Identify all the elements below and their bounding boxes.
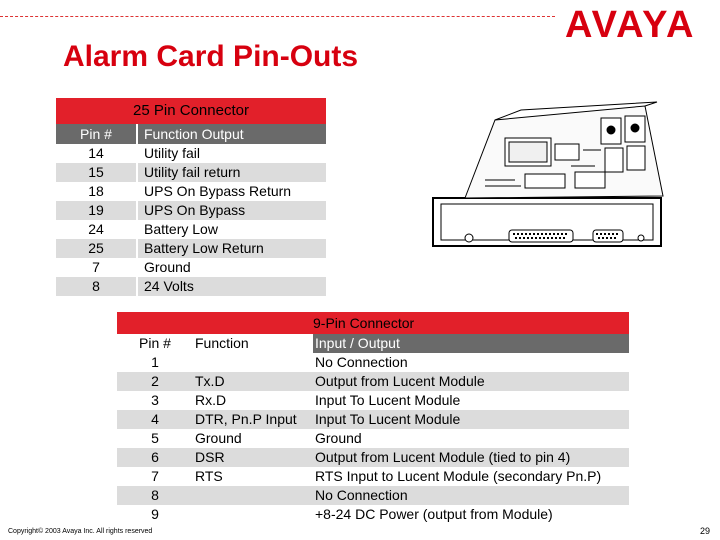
pin9-caption: 9-Pin Connector: [313, 312, 629, 334]
table-row: [117, 486, 629, 505]
pin-number: 8: [56, 277, 137, 296]
pin-io: Ground: [313, 429, 629, 448]
pin-function: 24 Volts: [137, 277, 326, 296]
page-title: Alarm Card Pin-Outs: [63, 40, 359, 73]
table-row: [56, 220, 326, 239]
table-row: [117, 448, 629, 467]
pin-io: Input To Lucent Module: [313, 410, 629, 429]
pin-io: Input To Lucent Module: [313, 391, 629, 410]
pin25-caption-row: [56, 98, 326, 124]
pin-number: 24: [56, 220, 137, 239]
pin-number: 5: [117, 429, 193, 448]
table-row: [117, 505, 629, 524]
pin-number: 15: [56, 163, 137, 182]
table-row: [56, 182, 326, 201]
pin-number: 14: [56, 144, 137, 163]
alarm-card-illustration: [425, 100, 675, 260]
pin-number: 19: [56, 201, 137, 220]
pin-function: UPS On Bypass: [137, 201, 326, 220]
pin-number: 3: [117, 391, 193, 410]
pin-function: UPS On Bypass Return: [137, 182, 326, 201]
pin-number: 6: [117, 448, 193, 467]
pin-number: 7: [56, 258, 137, 277]
table-row: [117, 372, 629, 391]
pin-function: DTR, Pn.P Input: [193, 410, 313, 429]
pin9-caption-spacer: [193, 312, 313, 334]
pin-function: Ground: [193, 429, 313, 448]
pin-function: Utility fail return: [137, 163, 326, 182]
copyright-notice: Copyright© 2003 Avaya Inc. All rights reserved: [8, 528, 153, 535]
pin-number: 8: [117, 486, 193, 505]
pin-number: 9: [117, 505, 193, 524]
pin-function: [193, 353, 313, 372]
pin9-header-pin: Pin #: [117, 334, 193, 353]
pin9-caption-spacer: [117, 312, 193, 334]
pin-function: [193, 505, 313, 524]
pin-io: +8-24 DC Power (output from Module): [313, 505, 629, 524]
pin-function: DSR: [193, 448, 313, 467]
pin-number: 25: [56, 239, 137, 258]
pin-number: 2: [117, 372, 193, 391]
table-row: [117, 429, 629, 448]
pin25-caption: 25 Pin Connector: [56, 98, 326, 124]
avaya-logo: AVAYA: [565, 4, 696, 46]
pin25-header-pin: Pin #: [56, 124, 137, 144]
table-row: [117, 353, 629, 372]
pin-function: Battery Low Return: [137, 239, 326, 258]
page-number: 29: [700, 526, 711, 536]
pin-number: 4: [117, 410, 193, 429]
pin25-header-function: Function Output: [137, 124, 326, 144]
pin-io: No Connection: [313, 353, 629, 372]
pin9-header-row: [117, 334, 629, 353]
pin-io: RTS Input to Lucent Module (secondary Pn.P): [313, 467, 629, 486]
table-row: [56, 144, 326, 163]
pin25-table: [56, 98, 326, 296]
pin-number: 18: [56, 182, 137, 201]
pin9-header-function: Function: [193, 334, 313, 353]
pin-io: No Connection: [313, 486, 629, 505]
table-row: [56, 163, 326, 182]
pin-number: 1: [117, 353, 193, 372]
table-row: [56, 277, 326, 296]
pin-function: Rx.D: [193, 391, 313, 410]
pin-function: Ground: [137, 258, 326, 277]
pin9-table: [117, 312, 629, 524]
pin-function: Utility fail: [137, 144, 326, 163]
pin9-caption-row: [117, 312, 629, 334]
table-row: [117, 467, 629, 486]
pin-function: Battery Low: [137, 220, 326, 239]
pin-function: [193, 486, 313, 505]
pin-io: Output from Lucent Module (tied to pin 4): [313, 448, 629, 467]
table-row: [117, 410, 629, 429]
pin25-header-row: [56, 124, 326, 144]
table-row: [56, 201, 326, 220]
pin-io: Output from Lucent Module: [313, 372, 629, 391]
pin9-header-io: Input / Output: [313, 334, 629, 353]
table-row: [56, 239, 326, 258]
pin-function: Tx.D: [193, 372, 313, 391]
table-row: [117, 391, 629, 410]
header-rule: [0, 16, 555, 17]
table-row: [56, 258, 326, 277]
pin-number: 7: [117, 467, 193, 486]
pin-function: RTS: [193, 467, 313, 486]
